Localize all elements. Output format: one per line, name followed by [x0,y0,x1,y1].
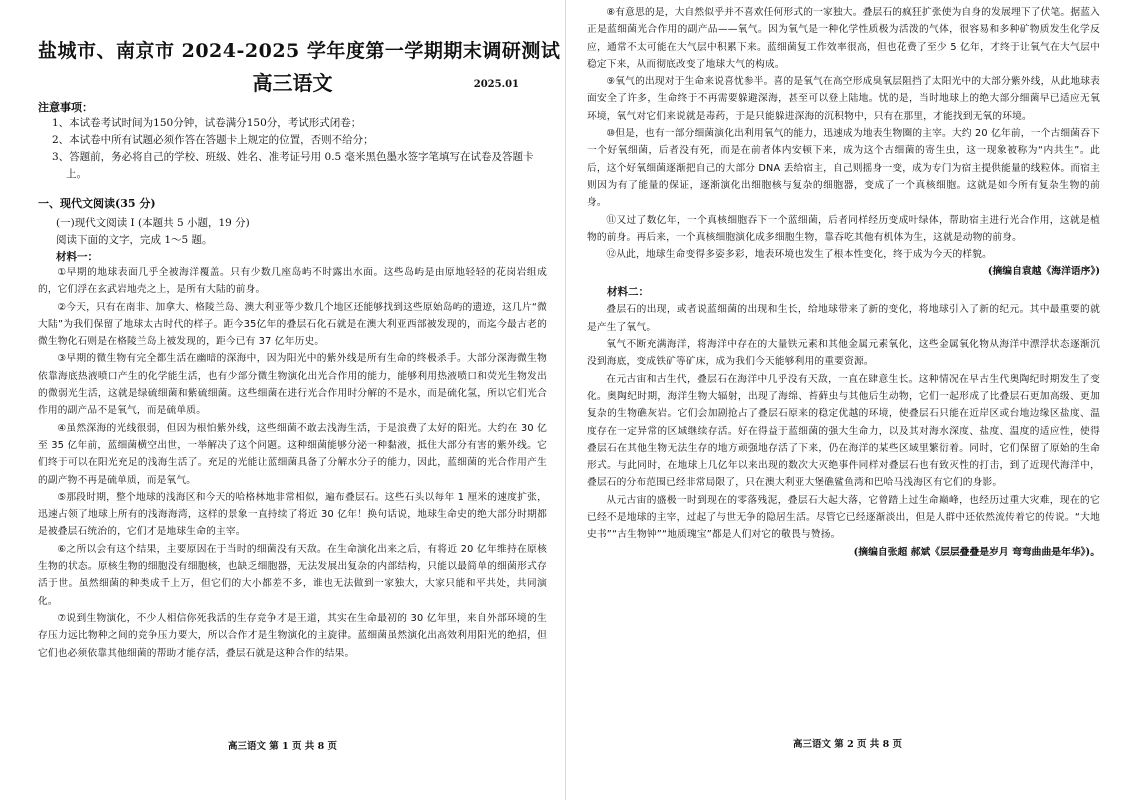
paragraph: ⑩但是，也有一部分细菌演化出利用氧气的能力，迅速成为地表生物圈的主宰。大约 20 亿年前，一个古细菌吞下一个好氧细菌，后者没有死，而是在前者体内安顿下来，成为这个古细菌的寄生虫，这一现象被称为“内共生”。此后，这个好氧细菌逐渐把自己的大部分 DNA 丢给宿主，自己则摇身一变，成为专门为宿主提供能量的线粒体。而宿主则因为有了能量的保证，逐渐演化出细胞核与复杂的细胞器，变成了一个真核细胞。这就是如今所有复杂生物的前身。 [587,128,1100,209]
paragraph: 氧气不断充满海洋，将海洋中存在的大量铁元素和其他金属元素氧化，这些金属氧化物从海洋中漂浮状态逐渐沉没到海底，变成铁矿等矿床，成为我们今天能够利用的重要资源。 [587,339,1100,368]
paragraph: 在元古宙和古生代，叠层石在海洋中几乎没有天敌，一直在肆意生长。这种情况在早古生代奥陶纪时期发生了变化。奥陶纪时期，海洋生物大辐射，出现了海绵、苔藓虫与其他后生动物，它们一起形成了比叠层石更加高级、更加复杂的生物礁灰岩。它们会加剧抢占了叠层石原来的稳定优越的环境，使叠层石只能在近岸区或台地边缘区盐度、温度存在一定异常的区域继续存活。好在得益于蓝细菌的强大生命力，以及其对海水深度、盐度、温度的适应性，使得叠层石在其他生物无法生存的地方顽强地存活了下来，仍在海洋的某些区域里繁衍着。同时，它们保留了原始的生命形式。与此同时，在地球上几亿年以来出现的数次大灭绝事件同样对叠层石也有致灭性的打击，到了近现代海洋中，叠层石的分布范围已经非常局限了，只在澳大利亚大堡礁鲨鱼湾和巴哈马浅海区有它们的身影。 [587,373,1100,489]
notes-heading: 注意事项： [38,101,93,114]
paragraph: 叠层石的出现，或者说蓝细菌的出现和生长，给地球带来了新的变化，将地球引入了新的纪元。其中最重要的就是产生了氧气。 [587,304,1100,333]
source-citation-2: (摘编自张超 郝斌《层层叠叠是岁月 弯弯曲曲是年华》)。 [853,546,1100,558]
paragraph: ⑧有意思的是，大自然似乎并不喜欢任何形式的一家独大。叠层石的疯狂扩张使为自身的发展埋下了伏笔。据蓝入正是蓝细菌光合作用的副产品——氧气。因为氧气是一种化学性质极为活泼的气体，很容易和多种矿物质发生化学反应，通常不太可能在大气层中积累下来。蓝细菌复工作效率很高，但也花费了至少 5 亿年，才终于让氧气在大气层中稳定下来，从而彻底改变了地球大气的构成。 [587,7,1100,70]
section-subtitle: (一)现代文阅读 I (本题共 5 小题，19 分) [56,217,250,229]
paragraph: ③早期的微生物有完全都生活在幽暗的深海中，因为阳光中的紫外线是所有生命的终极杀手。大部分深海微生物依靠海底热液喷口产生的化学能生活，也有少部分微生物演化出光合作用的能力，能够利用热液喷口和荧光生物发出的微弱光生活，这就是绿硫细菌和紫硫细菌。这些细菌在进行光合作用时分解的不是水，而是硫化氢，所以它们光合作用的副产品不是氧气，而是硫单质。 [38,353,547,417]
paragraph: ⑦说到生物演化，不少人相信你死我活的生存竞争才是王道，其实在生命最初的 30 亿年里，来自外部环境的生存压力远比物种之间的竞争压力要大，所以合作才是生物演化的主旋律。蓝细菌虽然演化出高效利用阳光的绝招，但它们也必须依靠其他细菌的帮助才能存活，叠层石就是这种合作的结果。 [38,612,547,659]
exam-title: 盐城市、南京市 2024-2025 学年度第一学期期末调研测试 [38,40,561,62]
page-right [565,0,1130,800]
material1-label: 材料一： [56,251,98,263]
page-footer-left: 高三语文 第 1 页 共 8 页 [227,741,338,752]
subject-title: 高三语文 [252,71,333,95]
source-citation-1: (摘编自袁越《海洋语序》) [987,266,1100,278]
section-instruction: 阅读下面的文字，完成 1～5 题。 [56,234,213,246]
section-title: 一、现代文阅读(35 分) [38,197,156,210]
paragraph: ⑤那段时期，整个地球的浅海区和今天的哈格林地非常相似，遍布叠层石。这些石头以每年 1 厘米的速度扩张，迅速占领了地球上所有的浅海海湾，这样的景象一直持续了将近 30 亿年！换句话说，地球生命史的绝大部分时期都是被叠层石统治的，它们才是地球生命的主宰。 [38,491,547,538]
note-item: 2、本试卷中所有试题必须作答在答题卡上规定的位置，否则不给分； [52,134,374,146]
page-footer-right: 高三语文 第 2 页 共 8 页 [792,739,903,750]
paragraph: ④虽然深海的光线很弱，但因为根怕紫外线，这些细菌不敢去浅海生活，于是浪费了太好的阳光。大约在 30 亿至 35 亿年前，蓝细菌横空出世，一举解决了这个问题。这种细菌能够分泌一种黏液，抵住大部分有害的紫外线。它们终于可以在阳光充足的浅海生活了。充足的光能让蓝细菌具备了分解水分子的能力，因此，蓝细菌的光合作用产生的副产物不再是硫单质，而是氧气。 [38,422,547,486]
paragraph: ②今天，只有在南非、加拿大、格陵兰岛、澳大利亚等少数几个地区还能够找到这些原始岛屿的遗迹，这几片“微大陆”为我们保留了地球太古时代的样子。距今35亿年的叠层石化石就是在澳大利亚西部被发现的，而迄今最古老的微生物化石则是在格陵兰岛上被发现的，距今已有 37 亿年历史。 [38,301,547,348]
paragraph: ①早期的地球表面几乎全被海洋覆盖。只有少数几座岛屿不时露出水面。这些岛屿是由原地轻轻的花岗岩组成的，它们浮在玄武岩地壳之上，是所有大陆的前身。 [38,267,547,296]
paragraph: ⑪又过了数亿年，一个真核细胞吞下一个蓝细菌，后者同样经历变成叶绿体，帮助宿主进行光合作用，这就是植物的前身。再后来，一个真核细胞演化成多细胞生物，靠吞吃其他有机体为生，这就是动物的前身。 [587,214,1100,243]
note-item: 3、答题前，务必将自己的学校、班级、姓名、准考证号用 0.5 毫米黑色墨水签字笔填写在试卷及答题卡上。 [52,151,534,180]
paragraph: 从元古宙的盛极一时到现在的零落残泥，叠层石大起大落，它曾踏上过生命巅峰，也经历过重大灾难，现在的它已经不是地球的主宰，过起了与世无争的隐居生活。尽管它已经逐渐淡出，但是人群中还依然流传着它的传说。“大地史书”“古生物钟”“地质瑰宝”都是人们对它的敬畏与赞扬。 [587,494,1100,541]
material2-label: 材料二： [607,286,649,299]
paragraph: ⑥之所以会有这个结果，主要原因在于当时的细菌没有天敌。在生命演化出来之后，有将近 20 亿年维持在原核生物的状态。原核生物的细胞没有细胞核，也缺乏细胞器，无法发展出复杂的内部结构，只能以最简单的细菌形式存活于世。虽然细菌的种类成千上万，但它们的大小都差不多，谁也无法做到一家独大，大家只能和平共处，共同演化。 [38,543,547,607]
paragraph: ⑨氧气的出现对于生命来说喜忧参半。喜的是氧气在高空形成臭氧层阻挡了太阳光中的大部分紫外线，从此地球表面安全了许多，生命终于不再需要躲避深海，甚至可以登上陆地。忧的是，当时地球上的绝大部分细菌早已适应无氧环境，氧气对它们来说就是毒药，于是只能躲进深海的沉积物中，只有在那里，才能找到无氧的环境。 [587,76,1100,122]
paragraph: ⑫从此，地球生命变得多姿多彩，地表环境也发生了根本性变化，终于成为今天的样貌。 [606,249,993,261]
subject-row [38,67,547,97]
note-item: 1、本试卷考试时间为150分钟，试卷满分150分，考试形式闭卷； [52,117,362,129]
exam-date: 2025.01 [473,79,519,90]
